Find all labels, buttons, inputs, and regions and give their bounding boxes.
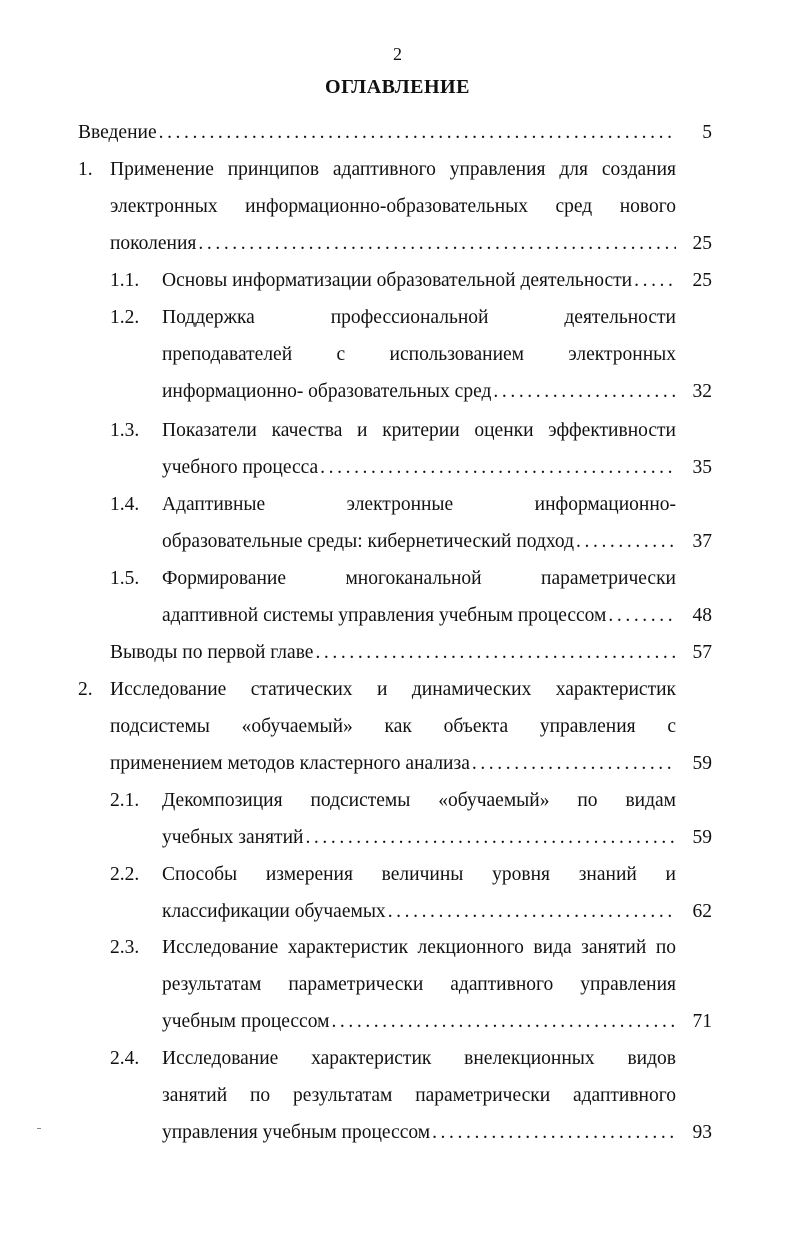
toc-entry-number: 1.4.: [110, 494, 140, 515]
toc-entry-text: учебных занятий: [162, 827, 304, 848]
toc-page-number: 32: [692, 381, 712, 402]
toc-page-number: 25: [692, 233, 712, 254]
toc-page-number: 62: [692, 901, 712, 922]
toc-entry-text-line: Применение принципов адаптивного управления для создания: [110, 159, 676, 180]
dot-leader: [576, 523, 676, 560]
toc-entry-text: учебным процессом: [162, 1011, 330, 1032]
toc-entry-text: учебного процесса: [162, 457, 319, 478]
dot-leader: [331, 1003, 676, 1040]
toc-entry-text-line: Исследование характеристик внелекционных видов: [162, 1048, 676, 1069]
dot-leader: [432, 1114, 676, 1151]
page-number: 2: [393, 44, 402, 64]
toc-entry-last-line: [110, 634, 676, 671]
dot-leader: [388, 893, 676, 930]
toc-entry-number: 2.3.: [110, 937, 140, 958]
toc-entry-text: адаптивной системы управления учебным процессом: [162, 605, 607, 626]
toc-entry-number: 1.5.: [110, 568, 140, 589]
toc-entry-text-line: Исследование статических и динамических характеристик: [110, 679, 676, 700]
toc-entry-number: 2.1.: [110, 790, 140, 811]
toc-entry-last-line: [162, 893, 676, 930]
toc-entry-text-line: Поддержка профессиональной деятельности: [162, 307, 676, 328]
toc-title: ОГЛАВЛЕНИЕ: [325, 76, 470, 98]
toc-entry-last-line: [162, 373, 676, 410]
toc-entry-text: Введение: [78, 122, 157, 143]
dot-leader: [320, 449, 676, 486]
toc-entry-text-line: Адаптивные электронные информационно-: [162, 494, 676, 515]
toc-entry-number: 1.1.: [110, 270, 140, 291]
toc-entry-text-line: преподавателей с использованием электронных: [162, 344, 676, 365]
toc-entry-text: информационно- образовательных сред: [162, 381, 492, 402]
toc-entry-number: 2.4.: [110, 1048, 140, 1069]
toc-entry-last-line: [162, 819, 676, 856]
toc-entry-text: Выводы по первой главе: [110, 642, 314, 663]
toc-entry-text: классификации обучаемых: [162, 901, 386, 922]
toc-entry-last-line: [162, 1003, 676, 1040]
toc-page-number: 71: [692, 1011, 712, 1032]
toc-entry-last-line: [162, 523, 676, 560]
toc-entry-text-line: результатам параметрически адаптивного управления: [162, 974, 676, 995]
toc-entry-number: 1.2.: [110, 307, 140, 328]
toc-entry-number: 2.2.: [110, 864, 140, 885]
toc-entry-number: 1.: [78, 159, 93, 180]
dot-leader: [493, 373, 676, 410]
scan-mark: [37, 1128, 41, 1129]
toc-page-number: 59: [692, 753, 712, 774]
toc-entry-last-line: [162, 597, 676, 634]
toc-entry-text-line: занятий по результатам параметрически адаптивного: [162, 1085, 676, 1106]
toc-page-number: 48: [692, 605, 712, 626]
toc-page-number: 59: [692, 827, 712, 848]
toc-entry-last-line: [162, 262, 676, 299]
toc-entry-text: применением методов кластерного анализа: [110, 753, 470, 774]
toc-page-number: 25: [692, 270, 712, 291]
toc-page-number: 5: [702, 122, 712, 143]
dot-leader: [305, 819, 676, 856]
toc-page-number: 93: [692, 1122, 712, 1143]
toc-entry-text-line: Формирование многоканальной параметрически: [162, 568, 676, 589]
toc-entry-last-line: [110, 225, 676, 262]
dot-leader: [634, 262, 676, 299]
toc-entry-last-line: [162, 449, 676, 486]
toc-entry-text-line: электронных информационно-образовательных сред нового: [110, 196, 676, 217]
toc-entry-text: поколения: [110, 233, 197, 254]
toc-page-number: 57: [692, 642, 712, 663]
toc-entry-text-line: Исследование характеристик лекционного вида занятий по: [162, 937, 676, 958]
dot-leader: [472, 745, 676, 782]
toc-page-number: 37: [692, 531, 712, 552]
toc-entry-last-line: [78, 114, 676, 151]
toc-entry-text: образовательные среды: кибернетический подход: [162, 531, 575, 552]
toc-entry-text-line: Декомпозиция подсистемы «обучаемый» по видам: [162, 790, 676, 811]
toc-entry-text-line: Способы измерения величины уровня знаний и: [162, 864, 676, 885]
toc-entry-last-line: [162, 1114, 676, 1151]
dot-leader: [315, 634, 676, 671]
dot-leader: [159, 114, 676, 151]
toc-entry-text-line: подсистемы «обучаемый» как объекта управления с: [110, 716, 676, 737]
toc-entry-number: 1.3.: [110, 420, 140, 441]
dot-leader: [608, 597, 676, 634]
toc-entry-last-line: [110, 745, 676, 782]
toc-entry-text: Основы информатизации образовательной деятельности: [162, 270, 633, 291]
dot-leader: [198, 225, 676, 262]
toc-entry-text: управления учебным процессом: [162, 1122, 431, 1143]
toc-entry-number: 2.: [78, 679, 93, 700]
toc-page-number: 35: [692, 457, 712, 478]
toc-entry-text-line: Показатели качества и критерии оценки эффективности: [162, 420, 676, 441]
